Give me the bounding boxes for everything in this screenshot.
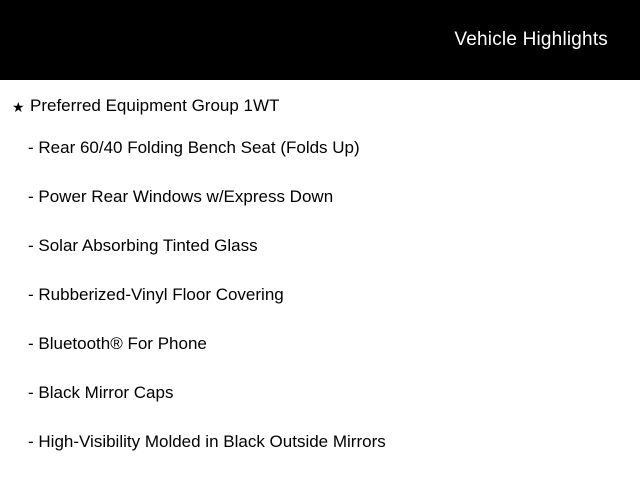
list-item: - Solar Absorbing Tinted Glass xyxy=(28,236,258,255)
header-bar xyxy=(0,0,640,80)
highlights-list xyxy=(0,80,640,480)
list-item: - High-Visibility Molded in Black Outside Mirrors xyxy=(28,432,386,451)
list-item xyxy=(0,94,640,136)
list-item: - Bluetooth® For Phone xyxy=(28,334,207,353)
main-item-label: Preferred Equipment Group 1WT xyxy=(30,96,280,115)
list-item: - Black Mirror Caps xyxy=(28,383,174,402)
list-item: - Rubberized-Vinyl Floor Covering xyxy=(28,285,284,304)
star-icon: ★ xyxy=(12,99,25,115)
list-item: - Rear 60/40 Folding Bench Seat (Folds Up) xyxy=(28,138,360,157)
page-title: Vehicle Highlights xyxy=(454,29,608,50)
list-item: - Power Rear Windows w/Express Down xyxy=(28,187,334,206)
